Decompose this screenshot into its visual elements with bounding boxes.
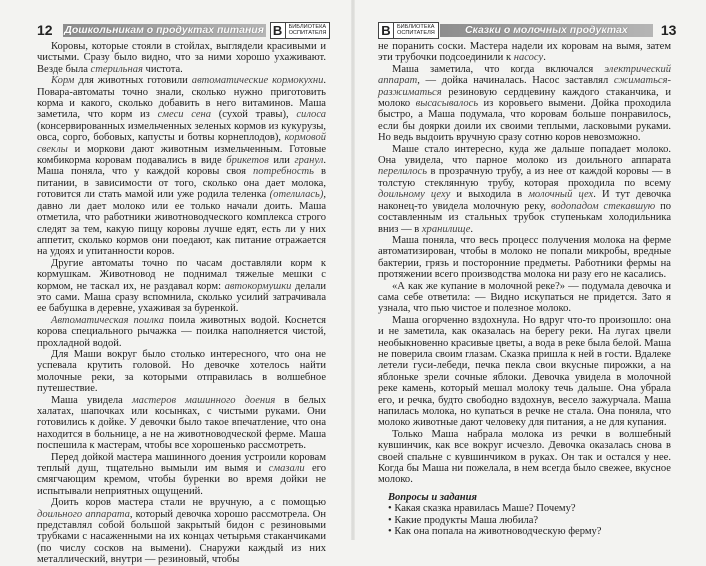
text-run: «А как же купание в молочной реке?» — подумала девочка и сама себе ответила: — Видно искупаться не придется. Зато я узнала, что пью чистое и полезное молоко. [378,280,671,315]
paragraph [37,258,326,315]
text-run: . Повара-автоматы точно знали, сколько нужно приготовить корма и какого, сколько добавить в него витаминов. Маша заметила, что корм из [37,75,327,121]
text-run: Маша увидела [51,394,132,406]
text-run: Маша поняла, что весь процесс получения молока на ферме автоматизирован, чтобы в молоко не попали микробы, вредные бактерии, грязь и посторонние предметы. Работники фермы на протяжении всего производства молока ни разу его не касались. [378,234,671,281]
italic-term: Автоматическая поилка [51,314,164,326]
italic-term: доильного аппарата [37,508,130,520]
text-run: в прозрачную трубу, а из нее от каждой коровы — в толстую стеклянную трубу, которая проходила по всему [378,166,671,189]
logo-line2: ОСПИТАТЕЛЯ [288,30,327,36]
text-run: , давно ли дает молоко или ее только начали доить. Маша отметила, что работники животноводческого комплекса строго следят за тем, какую пищу коровы лучше едят, есть ли у них аппетит, сколько кормов они поедают, как питание отражается на удоях и упитанности коров. [37,189,326,258]
question-item: • Какие продукты Маша любила? [388,514,539,526]
text-run: из коровьего вымени. Дойка проходила быстро, а Маша подумала, что коровам больше понравилось, если бы доярки доили их своими теплыми, ласковыми руками. Но ведь выдоить вручную сразу сотню коров невозможно. [378,98,672,144]
text-run: для животных готовили [74,75,192,87]
text-run: по составленным из стальных трубок ступенькам холодильника вниз — в [378,200,671,235]
italic-term: кормовой свеклы [37,132,326,155]
text-run: Перед дойкой мастера машинного доения устроили коровам теплый душ, тщательно вымыли им вымя и [37,451,326,475]
italic-term: автоматические кормокухни [191,75,324,87]
text-run: (сухой травы), [211,109,297,121]
text-run: Маша огорченно вздохнула. Но вдруг что-то произошло: она и не заметила, как оказалась на берегу реки. На лугах цвели необыкновенно красивые цветы, а вода в реке была белой. Маша не поверила своим глазам. Сказка пришла к ней в гости. Вдалеке летели гуси-лебеди, печка пекла свои вкусные пирожки, а на яблоньке зрели сочные яблоки. Девочка увидела в молочной реке камень, который мешал молоку течь дальше. Она убрала его, и речка, будто свободно вздохнув, весело зажурчала. Маша напилась молока, но купаться в речке не стала. Она поняла, что молоко животные дают человеку для питания, а не для купания. [378,314,671,429]
paragraph [378,429,671,486]
questions-title: Вопросы и задания [388,491,477,503]
italic-term: смазали [268,463,305,475]
text-run: , который девочка хорошо рассмотрела. Он представлял собой большой закрытый бидон с резиновыми трубками с насаженными на их концах четырьмя стаканчиками (по числу сосков на вымени). Снаружи каждый из них металлический, внутри — резиновый, чтобы [37,508,326,566]
italic-term: водопадом стекавшую [550,200,656,212]
text-run: Маше стало интересно, куда же дальше попадает молоко. Она увидела, что парное молоко из доильного аппарата [378,143,671,167]
paragraph [37,395,326,452]
paragraph [378,64,671,144]
text-run: и выходила в [450,189,529,201]
publisher-logo [378,22,439,39]
paragraph [378,281,671,315]
italic-term: электрический аппарат [378,63,671,87]
paragraph [37,452,326,498]
text-run: его смягчающим кремом, чтобы буренки во время дойки не испытывали неприятных ощущений. [37,463,327,497]
text-run: чистота. [142,63,183,75]
logo-line2: ОСПИТАТЕЛЯ [397,30,435,36]
text-run: резиновую сердцевину каждого стаканчика, и молоко [378,86,671,110]
logo-letter: В [271,23,286,38]
italic-term: потребность [253,166,314,178]
running-title: Сказки о молочных продуктах [440,24,653,37]
italic-term: стерильная [90,63,143,75]
text-run: Маша заметила, что когда включался [392,63,605,75]
page-number: 12 [37,22,53,38]
text-run: или [268,155,295,167]
running-title: Дошкольникам о продуктах питания [64,23,264,36]
text-run: . [543,52,546,64]
text-run: Другие автоматы точно по часам доставляли корм к кормушкам. Животновод не поднимал тяжелые мешки с кормом, не таскал их, не раздавал корм: [37,257,326,292]
italic-term: молочный цех [528,189,594,201]
logo-line1: БИБЛИОТЕКА [288,24,327,30]
italic-term: (отелилась) [269,189,324,201]
text-run: Коровы, которые стояли в стойлах, выглядели красивыми и чистыми. Сразу было видно, что за ними хорошо ухаживают. Везде была [37,41,326,75]
page-body-text [37,41,326,566]
text-run: . [470,223,474,235]
paragraph [378,235,671,281]
text-run: делали это сами. Маша сразу вспомнила, сколько усилий затрачивала ее бабушка в деревне, ухаживая за буренкой. [37,280,327,315]
italic-term: автокормушки [224,280,292,292]
italic-term: брикетов [226,155,269,167]
page-header [378,23,676,37]
page-header [37,23,330,37]
italic-term: перелилось [378,166,428,178]
paragraph [378,315,671,429]
publisher-logo [270,22,331,39]
italic-term: доильному цеху [378,189,451,201]
text-run: не поранить соски. Мастера надели их коровам на вымя, затем эти трубочки подсоединили к [378,41,671,64]
text-run: Только Маша набрала молока из речки в волшебный кувшинчик, как все вокруг исчезло. Девочка оказалась снова в своей спальне с кувшинчиком в руках. Он так и остался у нее. Когда бы Маша ни пожелала, в нем всегда было свежее, вкусное молоко. [378,428,671,486]
text-run: поила животных водой. Коснется корова специального рычажка — поилка наполняется чистой, прохладной водой. [37,314,326,349]
italic-term: силоса [296,109,326,121]
italic-term: смеси сена [157,109,212,121]
page-number: 13 [660,22,677,38]
question-item: • Как она попала на животноводческую ферму? [388,526,602,538]
logo-line1: БИБЛИОТЕКА [397,24,435,30]
paragraph [378,41,671,64]
italic-term: Корм [51,75,75,87]
text-run: . Маша поняла, что у каждой коровы своя [37,155,327,178]
text-run: (консервированных измельченных зеленых кормов из кукурузы, овса, сорго, бобовых, капусты и ботвы корнеплодов), [37,120,326,144]
italic-term: гранул [294,155,324,167]
paragraph [37,497,326,565]
paragraph [378,144,671,235]
text-run: Доить коров мастера стали не вручную, а с помощью [51,497,326,509]
question-item: • Какая сказка нравилась Маше? Почему? [388,503,576,515]
text-run: в питании, в зависимости от того, сколько она дает молока, готовится ли стать мамой или уже родила теленка [37,166,326,201]
text-run: Для Маши вокруг было столько интересного, что она не успевала крутить головой. Но девочке хотелось найти молочные реки, за которыми отправилась в волшебное путешествие. [37,348,326,395]
text-run: в белых халатах, шапочках или косынках, с чистыми руками. Они готовились к дойке. У девочки было такое впечатление, что она находится в больнице, а не на животноводческой ферме. Маша поспешила к мастерам, чтобы все хорошенько рассмотреть. [37,394,326,452]
italic-term: насосу [513,52,544,64]
paragraph [37,41,326,75]
italic-term: сжиматься-разжиматься [378,75,671,98]
text-run: , — дойка начиналась. Насос заставлял [417,75,614,87]
italic-term: высасывалось [415,98,479,110]
text-run: . И тут девочка наконец-то увидела молочную реку, [378,189,672,212]
right-page [353,0,706,540]
logo-letter: В [379,23,394,38]
paragraph [37,75,326,258]
paragraph [37,315,326,349]
italic-term: хранилище [421,223,471,235]
page-body-text [378,41,671,537]
paragraph [37,349,326,395]
italic-term: мастеров машинного доения [131,394,276,406]
text-run: и моркови дают животным измельченным. Готовые комбикорма коровам подавались в виде [37,143,326,167]
